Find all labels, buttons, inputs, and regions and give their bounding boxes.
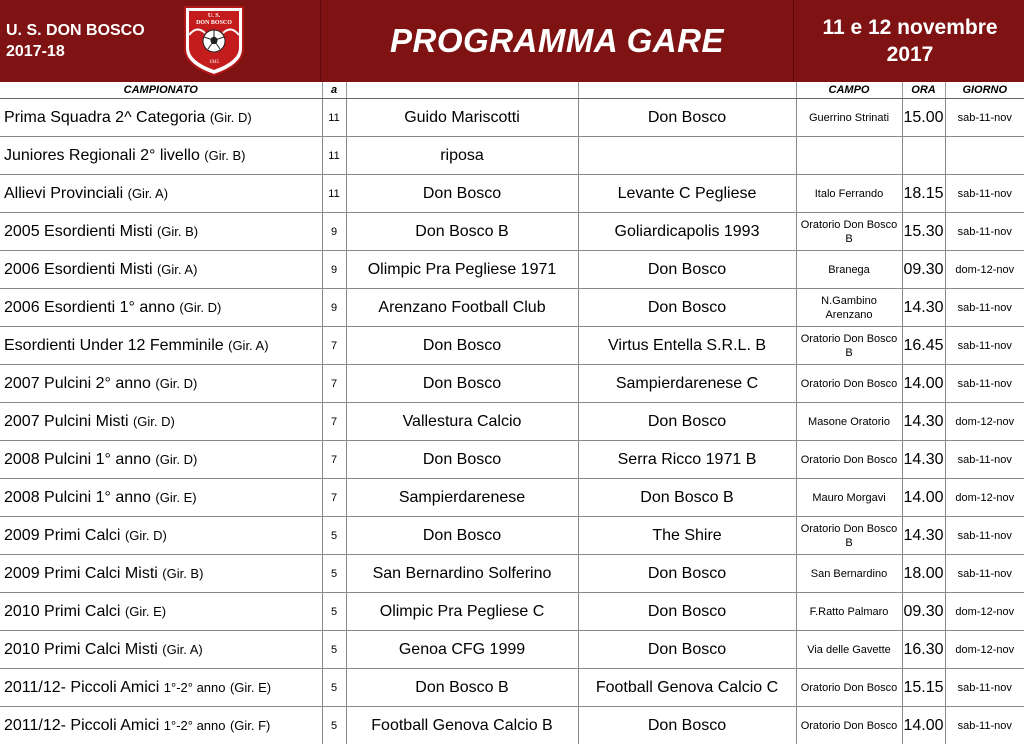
day-cell: dom-12-nov bbox=[945, 593, 1024, 631]
championship-cell bbox=[0, 289, 322, 327]
day-cell: sab-11-nov bbox=[945, 365, 1024, 403]
table-row bbox=[0, 555, 1024, 593]
championship-name: 2007 Pulcini Misti bbox=[4, 413, 129, 430]
home-team-cell: riposa bbox=[346, 137, 578, 175]
home-team-cell: Guido Mariscotti bbox=[346, 99, 578, 137]
championship-cell bbox=[0, 137, 322, 175]
championship-name: 2007 Pulcini 2° anno bbox=[4, 375, 151, 392]
championship-name: 2011/12- Piccoli Amici bbox=[4, 679, 159, 696]
field-cell: Guerrino Strinati bbox=[796, 99, 902, 137]
group-label: (Gir. F) bbox=[230, 718, 270, 733]
club-name-line: U. S. DON BOSCO bbox=[6, 20, 145, 41]
day-cell: sab-11-nov bbox=[945, 555, 1024, 593]
day-cell: sab-11-nov bbox=[945, 289, 1024, 327]
time-cell: 15.15 bbox=[902, 669, 945, 707]
group-label: (Gir. E) bbox=[155, 490, 196, 505]
championship-name: 2010 Primi Calci Misti bbox=[4, 641, 158, 658]
time-cell: 14.00 bbox=[902, 365, 945, 403]
time-cell: 09.30 bbox=[902, 251, 945, 289]
round-cell: 7 bbox=[322, 441, 346, 479]
col-header-giorno: GIORNO bbox=[945, 82, 1024, 99]
round-cell: 7 bbox=[322, 403, 346, 441]
club-logo-icon bbox=[183, 5, 245, 77]
table-row bbox=[0, 365, 1024, 403]
table-row bbox=[0, 175, 1024, 213]
col-header-campo: CAMPO bbox=[796, 82, 902, 99]
group-label: (Gir. D) bbox=[210, 110, 252, 125]
home-team-cell: Sampierdarenese bbox=[346, 479, 578, 517]
championship-cell bbox=[0, 707, 322, 744]
table-row bbox=[0, 327, 1024, 365]
championship-name: 2006 Esordienti Misti bbox=[4, 261, 153, 278]
group-label: (Gir. E) bbox=[230, 680, 271, 695]
field-cell: San Bernardino bbox=[796, 555, 902, 593]
day-cell: dom-12-nov bbox=[945, 251, 1024, 289]
championship-name: 2010 Primi Calci bbox=[4, 603, 120, 620]
field-cell: Oratorio Don Bosco B bbox=[796, 517, 902, 555]
field-cell: N.Gambino Arenzano bbox=[796, 289, 902, 327]
date-line: 11 e 12 novembre bbox=[796, 14, 1024, 41]
table-row bbox=[0, 517, 1024, 555]
col-header-away bbox=[578, 82, 796, 99]
field-cell: Oratorio Don Bosco bbox=[796, 365, 902, 403]
home-team-cell: Don Bosco B bbox=[346, 213, 578, 251]
group-label: (Gir. A) bbox=[128, 186, 168, 201]
away-team-cell bbox=[578, 137, 796, 175]
home-team-cell: San Bernardino Solferino bbox=[346, 555, 578, 593]
table-header-row bbox=[0, 82, 1024, 99]
day-cell: sab-11-nov bbox=[945, 99, 1024, 137]
away-team-cell: The Shire bbox=[578, 517, 796, 555]
home-team-cell: Arenzano Football Club bbox=[346, 289, 578, 327]
round-cell: 11 bbox=[322, 175, 346, 213]
championship-name: Esordienti Under 12 Femminile bbox=[4, 337, 224, 354]
away-team-cell: Don Bosco bbox=[578, 631, 796, 669]
home-team-cell: Don Bosco bbox=[346, 175, 578, 213]
championship-cell bbox=[0, 175, 322, 213]
away-team-cell: Virtus Entella S.R.L. B bbox=[578, 327, 796, 365]
page-title: PROGRAMMA GARE bbox=[320, 0, 794, 82]
day-cell: sab-11-nov bbox=[945, 707, 1024, 744]
time-cell: 16.30 bbox=[902, 631, 945, 669]
championship-cell bbox=[0, 593, 322, 631]
col-header-round: a bbox=[322, 82, 346, 99]
home-team-cell: Don Bosco B bbox=[346, 669, 578, 707]
group-label: (Gir. D) bbox=[133, 414, 175, 429]
table-row bbox=[0, 669, 1024, 707]
header-banner bbox=[0, 0, 1024, 82]
time-cell: 16.45 bbox=[902, 327, 945, 365]
match-date bbox=[796, 14, 1024, 68]
group-label: (Gir. A) bbox=[157, 262, 197, 277]
table-row bbox=[0, 707, 1024, 744]
home-team-cell: Don Bosco bbox=[346, 365, 578, 403]
day-cell: sab-11-nov bbox=[945, 327, 1024, 365]
time-cell: 14.00 bbox=[902, 479, 945, 517]
day-cell: sab-11-nov bbox=[945, 517, 1024, 555]
group-label: (Gir. D) bbox=[179, 300, 221, 315]
year-line: 2017 bbox=[796, 41, 1024, 68]
championship-cell bbox=[0, 99, 322, 137]
championship-sub: 1°-2° anno bbox=[164, 718, 226, 733]
day-cell bbox=[945, 137, 1024, 175]
col-header-ora: ORA bbox=[902, 82, 945, 99]
away-team-cell: Sampierdarenese C bbox=[578, 365, 796, 403]
round-cell: 7 bbox=[322, 327, 346, 365]
championship-cell bbox=[0, 251, 322, 289]
time-cell: 14.30 bbox=[902, 517, 945, 555]
time-cell: 18.00 bbox=[902, 555, 945, 593]
field-cell: Oratorio Don Bosco bbox=[796, 707, 902, 744]
championship-name: 2008 Pulcini 1° anno bbox=[4, 489, 151, 506]
club-name bbox=[6, 20, 145, 62]
season-line: 2017-18 bbox=[6, 41, 145, 62]
away-team-cell: Don Bosco bbox=[578, 707, 796, 744]
championship-name: Prima Squadra 2^ Categoria bbox=[4, 109, 205, 126]
round-cell: 9 bbox=[322, 289, 346, 327]
round-cell: 7 bbox=[322, 479, 346, 517]
group-label: (Gir. B) bbox=[157, 224, 198, 239]
group-label: (Gir. B) bbox=[204, 148, 245, 163]
round-cell: 5 bbox=[322, 555, 346, 593]
home-team-cell: Don Bosco bbox=[346, 327, 578, 365]
time-cell: 14.30 bbox=[902, 289, 945, 327]
home-team-cell: Olimpic Pra Pegliese 1971 bbox=[346, 251, 578, 289]
field-cell: Branega bbox=[796, 251, 902, 289]
field-cell: Italo Ferrando bbox=[796, 175, 902, 213]
fixtures-table bbox=[0, 82, 1024, 744]
group-label: (Gir. D) bbox=[155, 376, 197, 391]
day-cell: dom-12-nov bbox=[945, 631, 1024, 669]
group-label: (Gir. A) bbox=[162, 642, 202, 657]
home-team-cell: Don Bosco bbox=[346, 517, 578, 555]
championship-cell bbox=[0, 403, 322, 441]
day-cell: sab-11-nov bbox=[945, 441, 1024, 479]
day-cell: dom-12-nov bbox=[945, 479, 1024, 517]
home-team-cell: Vallestura Calcio bbox=[346, 403, 578, 441]
table-row bbox=[0, 631, 1024, 669]
time-cell: 14.30 bbox=[902, 441, 945, 479]
round-cell: 5 bbox=[322, 707, 346, 744]
away-team-cell: Don Bosco bbox=[578, 251, 796, 289]
away-team-cell: Serra Ricco 1971 B bbox=[578, 441, 796, 479]
group-label: (Gir. A) bbox=[228, 338, 268, 353]
logo-text-mid: DON BOSCO bbox=[196, 20, 232, 26]
championship-cell bbox=[0, 517, 322, 555]
logo-year: 1945 bbox=[209, 60, 220, 65]
time-cell: 14.00 bbox=[902, 707, 945, 744]
championship-name: 2009 Primi Calci bbox=[4, 527, 120, 544]
championship-cell bbox=[0, 213, 322, 251]
championship-cell bbox=[0, 669, 322, 707]
col-header-campionato: CAMPIONATO bbox=[0, 82, 322, 99]
group-label: (Gir. D) bbox=[125, 528, 167, 543]
round-cell: 11 bbox=[322, 99, 346, 137]
home-team-cell: Genoa CFG 1999 bbox=[346, 631, 578, 669]
away-team-cell: Goliardicapolis 1993 bbox=[578, 213, 796, 251]
championship-cell bbox=[0, 479, 322, 517]
day-cell: sab-11-nov bbox=[945, 213, 1024, 251]
col-header-home bbox=[346, 82, 578, 99]
time-cell: 15.30 bbox=[902, 213, 945, 251]
away-team-cell: Don Bosco bbox=[578, 289, 796, 327]
table-row bbox=[0, 99, 1024, 137]
field-cell: Oratorio Don Bosco B bbox=[796, 213, 902, 251]
championship-cell bbox=[0, 327, 322, 365]
away-team-cell: Don Bosco B bbox=[578, 479, 796, 517]
championship-cell bbox=[0, 555, 322, 593]
championship-cell bbox=[0, 365, 322, 403]
field-cell: Via delle Gavette bbox=[796, 631, 902, 669]
championship-sub: 1°-2° anno bbox=[164, 680, 226, 695]
away-team-cell: Don Bosco bbox=[578, 555, 796, 593]
championship-cell bbox=[0, 441, 322, 479]
round-cell: 5 bbox=[322, 593, 346, 631]
home-team-cell: Olimpic Pra Pegliese C bbox=[346, 593, 578, 631]
round-cell: 7 bbox=[322, 365, 346, 403]
championship-name: 2011/12- Piccoli Amici bbox=[4, 717, 159, 734]
field-cell: F.Ratto Palmaro bbox=[796, 593, 902, 631]
field-cell: Oratorio Don Bosco bbox=[796, 669, 902, 707]
round-cell: 11 bbox=[322, 137, 346, 175]
field-cell: Mauro Morgavi bbox=[796, 479, 902, 517]
round-cell: 5 bbox=[322, 517, 346, 555]
table-row bbox=[0, 289, 1024, 327]
table-row bbox=[0, 213, 1024, 251]
round-cell: 9 bbox=[322, 251, 346, 289]
time-cell bbox=[902, 137, 945, 175]
championship-name: 2005 Esordienti Misti bbox=[4, 223, 153, 240]
championship-name: Allievi Provinciali bbox=[4, 185, 123, 202]
championship-name: Juniores Regionali 2° livello bbox=[4, 147, 200, 164]
home-team-cell: Don Bosco bbox=[346, 441, 578, 479]
field-cell: Masone Oratorio bbox=[796, 403, 902, 441]
field-cell: Oratorio Don Bosco B bbox=[796, 327, 902, 365]
day-cell: dom-12-nov bbox=[945, 403, 1024, 441]
table-row bbox=[0, 251, 1024, 289]
table-row bbox=[0, 403, 1024, 441]
championship-name: 2008 Pulcini 1° anno bbox=[4, 451, 151, 468]
group-label: (Gir. B) bbox=[162, 566, 203, 581]
table-row bbox=[0, 137, 1024, 175]
away-team-cell: Levante C Pegliese bbox=[578, 175, 796, 213]
championship-name: 2009 Primi Calci Misti bbox=[4, 565, 158, 582]
away-team-cell: Don Bosco bbox=[578, 403, 796, 441]
table-row bbox=[0, 479, 1024, 517]
time-cell: 14.30 bbox=[902, 403, 945, 441]
round-cell: 9 bbox=[322, 213, 346, 251]
championship-cell bbox=[0, 631, 322, 669]
time-cell: 09.30 bbox=[902, 593, 945, 631]
away-team-cell: Football Genova Calcio C bbox=[578, 669, 796, 707]
table-row bbox=[0, 441, 1024, 479]
round-cell: 5 bbox=[322, 669, 346, 707]
logo-text-top: U. S. bbox=[208, 13, 221, 19]
time-cell: 15.00 bbox=[902, 99, 945, 137]
field-cell: Oratorio Don Bosco bbox=[796, 441, 902, 479]
round-cell: 5 bbox=[322, 631, 346, 669]
home-team-cell: Football Genova Calcio B bbox=[346, 707, 578, 744]
table-row bbox=[0, 593, 1024, 631]
group-label: (Gir. E) bbox=[125, 604, 166, 619]
day-cell: sab-11-nov bbox=[945, 175, 1024, 213]
championship-name: 2006 Esordienti 1° anno bbox=[4, 299, 175, 316]
away-team-cell: Don Bosco bbox=[578, 593, 796, 631]
field-cell bbox=[796, 137, 902, 175]
day-cell: sab-11-nov bbox=[945, 669, 1024, 707]
time-cell: 18.15 bbox=[902, 175, 945, 213]
away-team-cell: Don Bosco bbox=[578, 99, 796, 137]
group-label: (Gir. D) bbox=[155, 452, 197, 467]
